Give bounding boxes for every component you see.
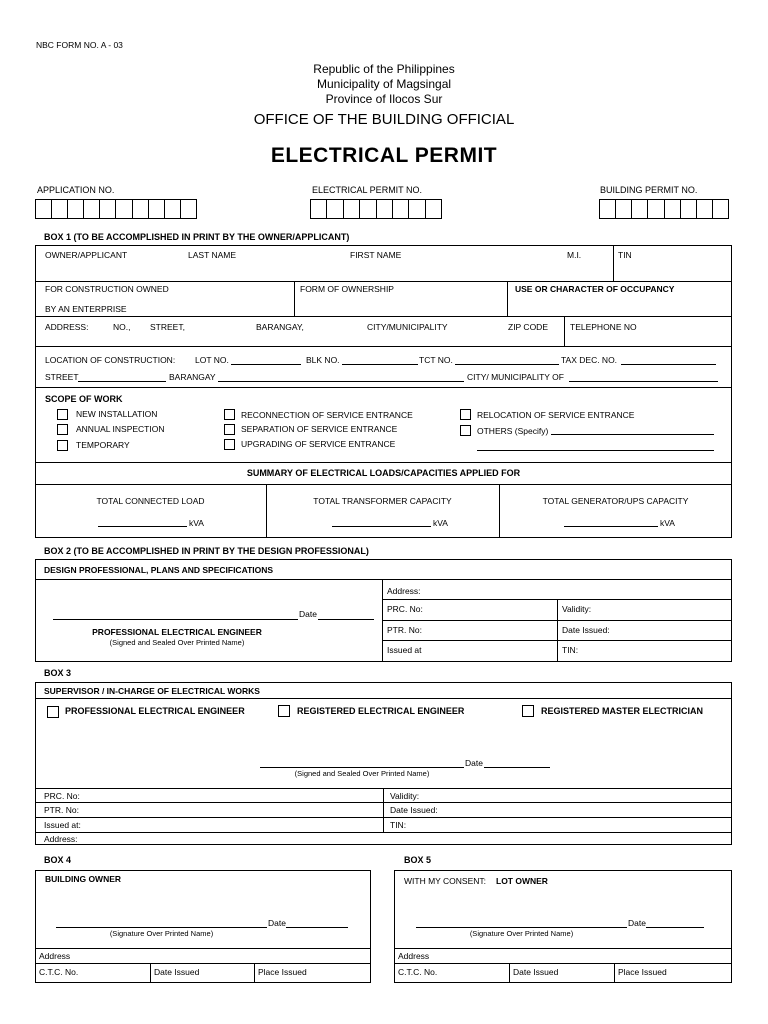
others-specify-field[interactable] — [551, 434, 714, 435]
box4-date-issued-label: Date Issued — [154, 967, 200, 977]
option-master-electrician: REGISTERED MASTER ELECTRICIAN — [541, 706, 704, 716]
city-field[interactable] — [569, 381, 718, 382]
address-label: ADDRESS: — [45, 322, 89, 332]
checkbox-reconnection[interactable] — [224, 409, 235, 420]
new-installation-label: NEW INSTALLATION — [76, 409, 158, 419]
reconnection-label: RECONNECTION OF SERVICE ENTRANCE — [241, 410, 413, 420]
total-generator-label: TOTAL GENERATOR/UPS CAPACITY — [542, 496, 689, 506]
box4-title: BUILDING OWNER — [45, 874, 122, 884]
building-permit-no-field[interactable] — [599, 199, 729, 219]
construction-owned-label: FOR CONSTRUCTION OWNED — [45, 284, 169, 294]
kva-unit-1: kVA — [189, 518, 204, 528]
box3-signed-note: (Signed and Sealed Over Printed Name) — [294, 769, 430, 778]
street-label: STREET — [45, 372, 79, 382]
supervisor-signature-field[interactable] — [260, 767, 464, 768]
lot-no-label: LOT NO. — [195, 355, 229, 365]
box5-signature-note: (Signature Over Printed Name) — [469, 929, 574, 938]
electrical-permit-no-field[interactable] — [310, 199, 442, 219]
kva-unit-2: kVA — [433, 518, 448, 528]
application-no-field[interactable] — [35, 199, 197, 219]
total-generator-field[interactable] — [564, 526, 658, 527]
temporary-label: TEMPORARY — [76, 440, 130, 450]
option-registered-engineer: REGISTERED ELECTRICAL ENGINEER — [297, 706, 465, 716]
building-owner-signature-field[interactable] — [56, 927, 267, 928]
scope-title: SCOPE OF WORK — [45, 394, 123, 404]
tin-label: TIN — [618, 250, 632, 260]
box3-issued-at-label: Issued at: — [44, 820, 81, 830]
barangay-label: BARANGAY — [169, 372, 216, 382]
blk-no-label: BLK NO. — [306, 355, 340, 365]
lot-no-field[interactable] — [231, 364, 301, 365]
last-name-label: LAST NAME — [188, 250, 237, 260]
page-title: ELECTRICAL PERMIT — [270, 144, 498, 167]
first-name-label: FIRST NAME — [350, 250, 402, 260]
application-no-label: APPLICATION NO. — [37, 185, 115, 195]
by-enterprise-label: BY AN ENTERPRISE — [45, 304, 127, 314]
box2-issued-at-label: Issued at — [387, 645, 422, 655]
telephone-label: TELEPHONE NO — [570, 322, 637, 332]
box1-heading: BOX 1 (TO BE ACCOMPLISHED IN PRINT BY THE OWNER/APPLICANT) — [44, 232, 350, 242]
box4-signature-note: (Signature Over Printed Name) — [109, 929, 214, 938]
checkbox-others[interactable] — [460, 425, 471, 436]
mi-label: M.I. — [567, 250, 582, 260]
box3-date-field[interactable] — [484, 767, 550, 768]
street-field[interactable] — [78, 381, 166, 382]
form-number: NBC FORM NO. A - 03 — [36, 40, 123, 50]
blk-no-field[interactable] — [342, 364, 418, 365]
box3-title: SUPERVISOR / IN-CHARGE OF ELECTRICAL WORKS — [44, 686, 260, 696]
box4-date-label: Date — [268, 918, 286, 928]
checkbox-annual-inspection[interactable] — [57, 424, 68, 435]
owner-label: OWNER/APPLICANT — [45, 250, 128, 260]
use-occupancy-label: USE OR CHARACTER OF OCCUPANCY — [515, 284, 675, 294]
box3-ptr-label: PTR. No: — [44, 805, 79, 815]
box2-signed-note: (Signed and Sealed Over Printed Name) — [109, 638, 245, 647]
box2-validity-label: Validity: — [562, 604, 592, 614]
barangay-field[interactable] — [218, 381, 464, 382]
form-ownership-label: FORM OF OWNERSHIP — [300, 284, 394, 294]
box2-address-label: Address: — [387, 586, 421, 596]
box3-prc-label: PRC. No: — [44, 791, 80, 801]
box4-place-issued-label: Place Issued — [258, 967, 307, 977]
box3-tin-label: TIN: — [390, 820, 407, 830]
kva-unit-3: kVA — [660, 518, 675, 528]
tct-no-label: TCT NO. — [419, 355, 453, 365]
tct-no-field[interactable] — [455, 364, 559, 365]
box4-ctc-label: C.T.C. No. — [39, 967, 79, 977]
checkbox-temporary[interactable] — [57, 440, 68, 451]
tax-dec-field[interactable] — [621, 364, 716, 365]
box5-ctc-label: C.T.C. No. — [398, 967, 438, 977]
box2-prc-label: PRC. No: — [387, 604, 423, 614]
box4-address-label: Address — [39, 951, 71, 961]
checkbox-relocation[interactable] — [460, 409, 471, 420]
box4-date-field[interactable] — [286, 927, 348, 928]
lot-owner-signature-field[interactable] — [416, 927, 627, 928]
checkbox-separation[interactable] — [224, 424, 235, 435]
relocation-label: RELOCATION OF SERVICE ENTRANCE — [477, 410, 635, 420]
box5-address-label: Address — [398, 951, 430, 961]
upgrading-label: UPGRADING OF SERVICE ENTRANCE — [241, 439, 396, 449]
others-label: OTHERS (Specify) — [477, 426, 549, 436]
box2-ptr-label: PTR. No: — [387, 625, 422, 635]
annual-inspection-label: ANNUAL INSPECTION — [76, 424, 165, 434]
box3-validity-label: Validity: — [390, 791, 420, 801]
address-no-label: NO., — [113, 322, 131, 332]
separation-label: SEPARATION OF SERVICE ENTRANCE — [241, 424, 398, 434]
box2-date-field[interactable] — [318, 619, 374, 620]
office-title: OFFICE OF THE BUILDING OFFICIAL — [253, 111, 515, 128]
header-republic: Republic of the Philippines — [313, 62, 455, 76]
zip-code-label: ZIP CODE — [508, 322, 548, 332]
box3-heading: BOX 3 — [44, 668, 72, 678]
box3-address-label: Address: — [44, 834, 78, 844]
box4-heading: BOX 4 — [44, 855, 72, 865]
total-transformer-label: TOTAL TRANSFORMER CAPACITY — [313, 496, 452, 506]
box5-date-field[interactable] — [646, 927, 704, 928]
building-permit-no-label: BUILDING PERMIT NO. — [600, 185, 698, 195]
summary-title: SUMMARY OF ELECTRICAL LOADS/CAPACITIES APPLIED FOR — [246, 468, 521, 478]
checkbox-professional-engineer[interactable] — [47, 706, 59, 718]
box2-engineer-title: PROFESSIONAL ELECTRICAL ENGINEER — [92, 627, 262, 637]
location-label: LOCATION OF CONSTRUCTION: — [45, 355, 176, 365]
checkbox-new-installation[interactable] — [57, 409, 68, 420]
box5-date-label: Date — [628, 918, 646, 928]
box2-date-label: Date — [299, 609, 317, 619]
box3-date-label: Date — [465, 758, 483, 768]
others-specify-field-2[interactable] — [477, 450, 714, 451]
total-transformer-field[interactable] — [332, 526, 431, 527]
box5-place-issued-label: Place Issued — [618, 967, 667, 977]
address-street-label: STREET, — [150, 322, 185, 332]
box2-tin-label: TIN: — [562, 645, 579, 655]
checkbox-upgrading[interactable] — [224, 439, 235, 450]
box5-title: LOT OWNER — [496, 876, 548, 886]
total-connected-load-field[interactable] — [98, 526, 187, 527]
box3-date-issued-label: Date Issued: — [390, 805, 438, 815]
box2-title: DESIGN PROFESSIONAL, PLANS AND SPECIFICATIONS — [44, 565, 274, 575]
box5-heading: BOX 5 — [404, 855, 432, 865]
checkbox-registered-engineer[interactable] — [278, 705, 290, 717]
box2-date-issued-label: Date Issued: — [562, 625, 610, 635]
city-label: CITY/ MUNICIPALITY OF — [467, 372, 564, 382]
header-municipality: Municipality of Magsingal — [316, 77, 452, 91]
option-professional-engineer: PROFESSIONAL ELECTRICAL ENGINEER — [65, 706, 245, 716]
design-professional-signature-field[interactable] — [53, 619, 298, 620]
tax-dec-label: TAX DEC. NO. — [561, 355, 618, 365]
electrical-permit-no-label: ELECTRICAL PERMIT NO. — [312, 185, 423, 195]
total-connected-load-label: TOTAL CONNECTED LOAD — [96, 496, 205, 506]
header-province: Province of Ilocos Sur — [325, 92, 443, 106]
address-barangay-label: BARANGAY, — [256, 322, 304, 332]
box2-heading: BOX 2 (TO BE ACCOMPLISHED IN PRINT BY THE DESIGN PROFESSIONAL) — [44, 546, 369, 556]
box5-consent-label: WITH MY CONSENT: — [404, 876, 487, 886]
address-city-label: CITY/MUNICIPALITY — [367, 322, 448, 332]
box5-date-issued-label: Date Issued — [513, 967, 559, 977]
checkbox-master-electrician[interactable] — [522, 705, 534, 717]
